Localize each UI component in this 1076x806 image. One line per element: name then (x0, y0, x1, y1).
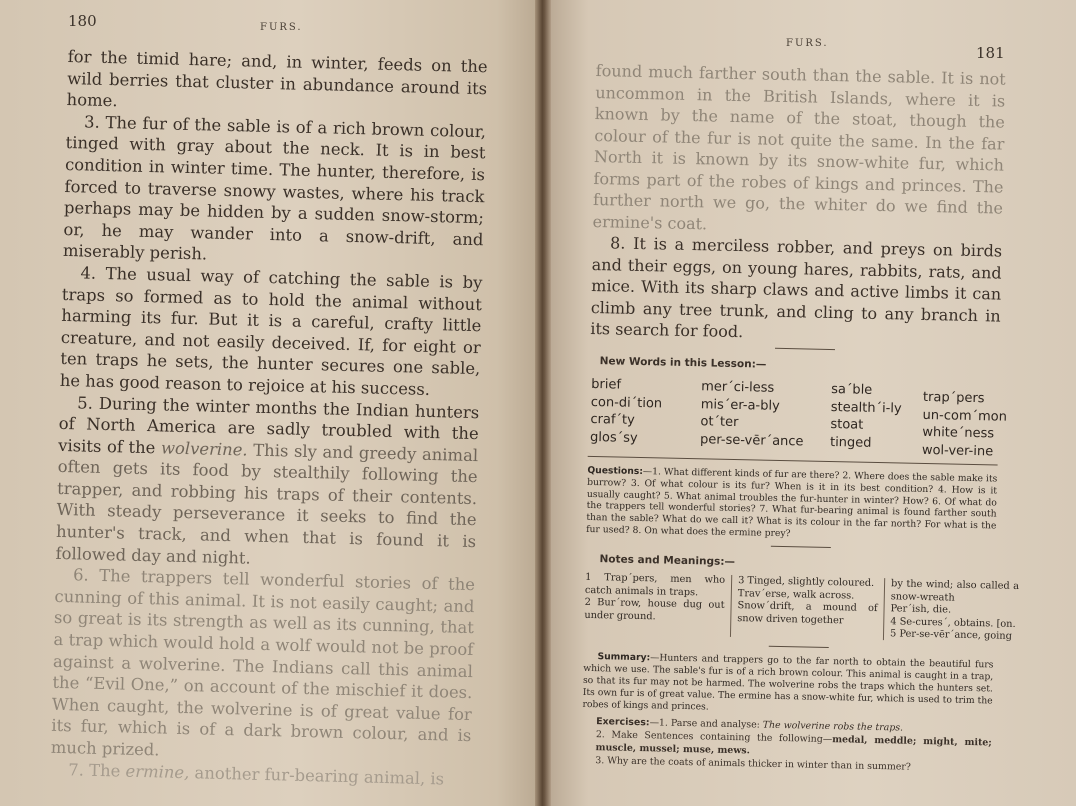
notes-column (737, 575, 878, 640)
text-run: 5. During the winter months the Indian hunters of North America are sadly troubled with the visits of the (58, 392, 480, 457)
word-column (830, 381, 924, 459)
note-entry: 1 Trap´pers, men who catch animals in traps. (584, 572, 726, 598)
note-entry: 4 Se-cures´, obtains. [on. (890, 615, 1016, 630)
page-number: 180 (68, 12, 97, 30)
body-text (50, 46, 488, 790)
word: per-se-vēr´ance (699, 431, 804, 449)
paragraph: for the timid hare; and, in winter, feeds on the wild berries that cluster in abundance around its home. (66, 46, 488, 111)
word: tinged (829, 434, 872, 451)
word: ot´ter (700, 414, 739, 431)
text-run: This sly and greedy animal often gets its food by stealthily following the trapper, and robbing his traps of their contents. With steady perseverance it seeks to find the hunter's track, and when that is found it is followed day and night. (55, 440, 479, 568)
summary-label: Summary: (597, 651, 651, 664)
paragraph: 3. The fur of the sable is of a rich brown colour, tinged with gray about the neck. It is in best condition in winter time. The hunter, therefore, is forced to traverse snowy wastes, where his track perhaps may be hidden by a sudden snow-storm; or, he may wander into a snow-drift, and miserably perish. (62, 112, 487, 264)
word-column (700, 378, 832, 457)
word: mer´ci-less (701, 379, 775, 396)
new-words-list (589, 376, 1008, 461)
word: wol-ver-ine (921, 442, 994, 459)
note-entry: 5 Per-se-vēr´ance, going (889, 628, 1013, 642)
note-entry: 3 Tinged, slightly coloured. (738, 575, 875, 590)
note-entry: Snow´drift, a mound of snow driven together (737, 600, 878, 626)
note-entry: 2 Bur´row, house dug out under ground. (584, 596, 725, 622)
exercise-item: 3. Why are the coats of animals thicker in winter than in summer? (595, 755, 911, 774)
word-column (590, 376, 702, 454)
word: white´ness (922, 424, 995, 442)
divider (769, 646, 829, 648)
note-entry: by the wind; also called a snow-wreath (890, 578, 1020, 604)
divider (775, 347, 835, 349)
questions-text: —1. What different kinds of fur are there? 2. Where does the sable make its burrow? 3. Of what colour is its fur? When is it in its best condition? 4. How is it usually caught? 5. What animal troubles the fur-hunter in winter? How? 6. Of what do the trappers tell wonderful stories? 7. What fur-bearing animal is found farther south than the sable? What do we call it? What is its colour in the far north? For what is the fur used? 8. On what does the ermine prey? (586, 466, 998, 540)
notes-column (584, 572, 725, 637)
word: mis´er-a-bly (700, 396, 780, 414)
paragraph: found much farther south than the sable. It is not uncommon in the British Islands, where it is known by the name of the stoat, though the colour of the fur is not quite the same. In the far North it is known by its snow-white fur, which forms part of the robes of kings and princes. The further north we go, the whiter do we find the ermine's coat. (592, 60, 1006, 233)
exercises (581, 715, 992, 776)
column-rule (883, 578, 885, 640)
text-run: 7. The (68, 759, 121, 781)
running-head: FURS. (260, 22, 303, 33)
word: stoat (830, 416, 864, 433)
italic-term: The wolverine robs the traps. (762, 719, 904, 734)
text-run: —1. Parse and analyse: (649, 717, 760, 731)
exercise-words: medal, meddle; might, mite; muscle, mussel; muse, mews. (595, 734, 992, 757)
word: sa´ble (830, 381, 873, 398)
notes-column (890, 579, 1019, 644)
italic-term: ermine, (125, 761, 190, 782)
summary (582, 651, 993, 719)
word: stealth´i-ly (830, 399, 902, 416)
page-number: 181 (976, 44, 1005, 62)
paragraph: 8. It is a merciless robber, and preys on birds and their eggs, on young hares, rabbits, rats, and mice. With its sharp claws and active limbs it can climb any tree trunk, and cling to any branch in its search for food. (590, 233, 1003, 342)
word: craf´ty (590, 411, 635, 428)
divider (771, 546, 831, 548)
questions (586, 465, 997, 544)
word: brief (591, 376, 622, 393)
text-run: 2. Make Sentences containing the following— (595, 729, 833, 746)
word: trap´pers (922, 389, 985, 407)
paragraph: 6. The trappers tell wonderful stories of the cunning of this animal. It is not easily caught; and so great is its strength as well as its cunning, that a trap which would hold a wolf would not be proof against a wolverine. The Indians call this animal the “Evil One,” on account of the mischief it does. When caught, the wolverine is of great value for its fur, which is of a dark brown colour, and is much prized. (50, 565, 476, 760)
paragraph (55, 391, 479, 574)
word-column (922, 389, 1013, 461)
body-text (581, 60, 1020, 776)
questions-label: Questions: (587, 464, 644, 478)
book-gutter (535, 0, 551, 806)
summary-text: —Hunters and trappers go to the far north to obtain the beautiful furs which we use. The sable's fur is of a rich brown colour. This animal is caught in a trap, so that its fur may not be harmed. The wolverine robs the traps which the hunters set. Its own fur is of great value. The ermine has a snow-white fur, which is used to trim the robes of kings and princes. (582, 652, 994, 713)
exercises-label: Exercises: (596, 716, 650, 729)
italic-term: wolverine. (160, 438, 248, 460)
notes-table (584, 572, 1020, 643)
new-words-heading: New Words in this Lesson:— (599, 354, 767, 371)
note-entry: Per´ish, die. (890, 603, 952, 616)
paragraph: 4. The usual way of catching the sable is by traps so formed as to hold the animal without harming its fur. But it is a careful, crafty little creature, and not easily deceived. If, for eight or ten traps he sets, the hunter secures one sable, he has good reason to rejoice at his success. (59, 263, 483, 399)
right-page (546, 0, 1076, 806)
word: con-di´tion (590, 394, 663, 411)
note-entry: Trav´erse, walk across. (737, 587, 855, 602)
column-rule (730, 575, 732, 637)
word: un-com´mon (922, 407, 1008, 425)
running-head: FURS. (786, 38, 829, 49)
notes-heading: Notes and Meanings:— (599, 552, 736, 568)
text-run: another fur-bearing animal, is (194, 762, 445, 788)
word: glos´sy (589, 429, 638, 446)
